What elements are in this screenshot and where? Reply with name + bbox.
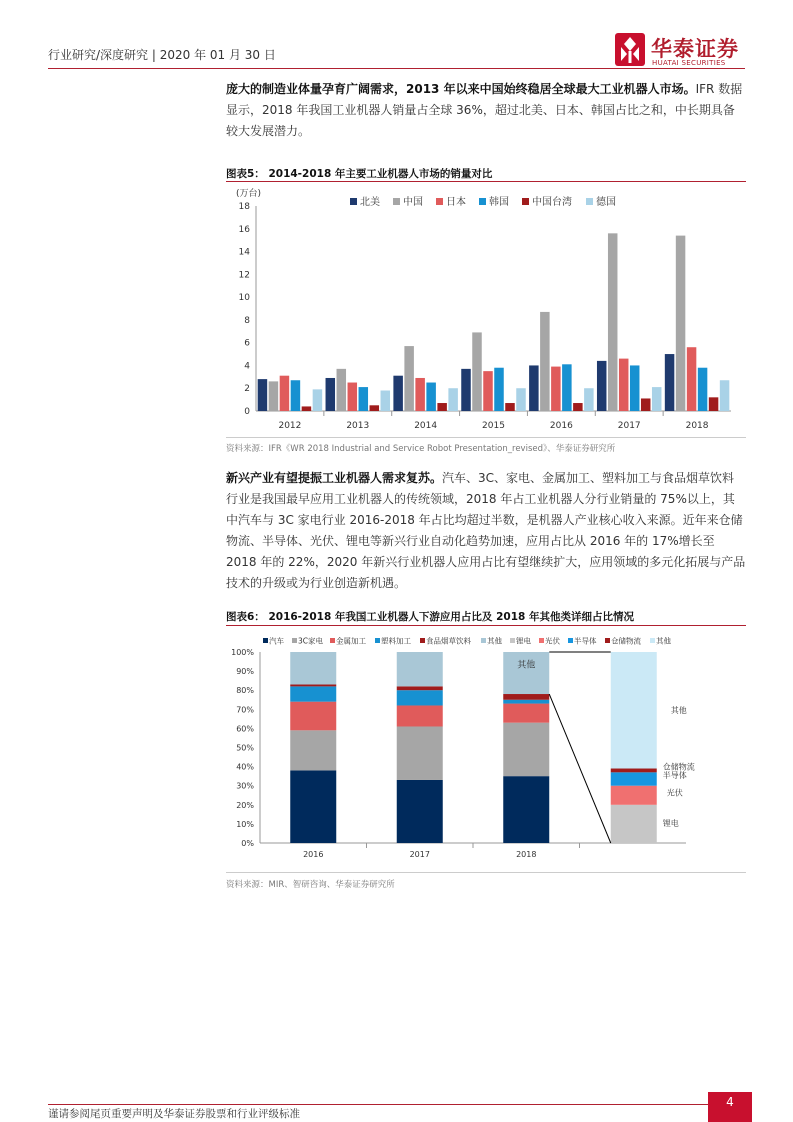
report-header: 行业研究/深度研究 | 2020 年 01 月 30 日 [48, 48, 276, 62]
bar-中国-2018 [676, 236, 686, 411]
footer-disclaimer: 谨请参阅尾页重要声明及华泰证券股票和行业评级标准 [48, 1108, 300, 1120]
logo-english: HUATAI SECURITIES [652, 59, 726, 67]
x-tick-label: 2017 [617, 421, 641, 431]
legend-label: 德国 [596, 197, 616, 208]
segment-3C家电-2016 [290, 730, 336, 770]
legend-swatch [292, 638, 297, 643]
bar-韩国-2015 [494, 368, 504, 411]
bar-日本-2016 [551, 367, 561, 411]
segment-汽车-2016 [290, 770, 336, 843]
bar-中国台湾-2017 [641, 398, 651, 411]
legend-label: 锂电 [516, 636, 531, 646]
bar-日本-2013 [348, 383, 358, 411]
paragraph-1 [226, 79, 746, 142]
bar-中国台湾-2012 [302, 406, 312, 411]
paragraph-1-body: IFR 数据显示，2018 年我国工业机器人销量占全球 36%，超过北美、日本、韩国占比之和，中长期具备较大发展潜力。 [226, 82, 743, 138]
breakdown-label: 仓储物流 [662, 762, 695, 772]
page-number: 4 [726, 1095, 734, 1109]
segment-3C家电-2017 [397, 726, 443, 779]
legend-swatch [420, 638, 425, 643]
bar-北美-2014 [393, 376, 403, 411]
bar-日本-2017 [619, 359, 629, 411]
legend-label: 塑料加工 [381, 636, 411, 646]
legend-swatch [539, 638, 544, 643]
y-tick-label: 20% [236, 800, 254, 810]
y-tick-label: 6 [244, 338, 250, 349]
figure-5-source: 资料来源：IFR《WR 2018 Industrial and Service Robot Presentation_revised》、华泰证券研究所 [226, 444, 616, 454]
bar-中国-2015 [472, 332, 482, 411]
x-tick-label: 2016 [549, 421, 573, 431]
bar-韩国-2013 [359, 387, 369, 411]
figure-6-title: 图表6： 2016-2018 年我国工业机器人下游应用占比及 2018 年其他类详细占比情况 [226, 611, 634, 623]
legend-label: 金属加工 [336, 636, 366, 646]
bar-韩国-2016 [562, 364, 572, 411]
figure-5-top-rule [226, 181, 746, 182]
breakdown-label: 其他 [670, 706, 687, 716]
bar-日本-2014 [415, 378, 425, 411]
bar-中国台湾-2013 [370, 405, 380, 411]
bar-韩国-2012 [291, 380, 301, 411]
x-tick-label: 2017 [409, 850, 430, 859]
bar-中国-2013 [337, 369, 347, 411]
bar-日本-2018 [687, 347, 697, 411]
legend-swatch [510, 638, 515, 643]
figure-6-top-rule [226, 625, 746, 626]
breakdown-光伏 [611, 786, 657, 805]
y-tick-label: 10% [236, 819, 254, 829]
paragraph-1-lead: 庞大的制造业体量孕育广阔需求，2013 年以来中国始终稳居全球最大工业机器人市场。 [226, 82, 696, 96]
y-tick-label: 50% [236, 743, 254, 753]
legend-label: 其他 [656, 636, 671, 646]
bar-日本-2012 [280, 376, 290, 411]
bar-德国-2013 [381, 391, 391, 412]
bar-韩国-2014 [426, 383, 436, 411]
segment-其他-2018 [503, 652, 549, 694]
annotation-2018-other: 其他 [517, 660, 536, 671]
y-tick-label: 4 [244, 361, 250, 372]
bar-中国-2017 [608, 233, 618, 411]
bar-北美-2015 [461, 369, 471, 411]
bar-德国-2018 [720, 380, 730, 411]
legend-swatch [330, 638, 335, 643]
y-tick-label: 18 [238, 202, 250, 212]
header-divider [48, 68, 745, 69]
bar-chart-robot-sales [226, 184, 746, 437]
bar-韩国-2017 [630, 365, 640, 411]
y-tick-label: 0 [244, 407, 250, 417]
breakdown-label: 半导体 [662, 771, 687, 781]
y-tick-label: 70% [236, 705, 254, 715]
x-tick-label: 2016 [303, 850, 324, 859]
segment-其他-2016 [290, 652, 336, 684]
y-tick-label: 2 [244, 384, 250, 395]
x-tick-label: 2012 [278, 421, 302, 431]
y-tick-label: 16 [238, 224, 250, 235]
segment-食品烟草饮料-2017 [397, 686, 443, 690]
y-axis-unit: (万台) [236, 189, 262, 199]
huatai-logo-icon [615, 33, 645, 66]
legend-swatch [568, 638, 573, 643]
huatai-logo [615, 33, 750, 69]
bar-韩国-2018 [698, 368, 708, 411]
segment-金属加工-2016 [290, 702, 336, 731]
legend-label: 韩国 [489, 197, 509, 208]
segment-3C家电-2018 [503, 723, 549, 776]
y-tick-label: 100% [231, 648, 254, 657]
y-tick-label: 14 [238, 247, 250, 258]
bar-北美-2013 [326, 378, 336, 411]
segment-塑料加工-2017 [397, 690, 443, 705]
segment-其他-2017 [397, 652, 443, 686]
bar-德国-2016 [584, 388, 594, 411]
bar-德国-2014 [448, 388, 458, 411]
breakdown-其他 [611, 652, 657, 769]
legend-label: 3C家电 [298, 636, 324, 646]
connector-bottom [549, 694, 611, 843]
breakdown-锂电 [611, 805, 657, 843]
segment-食品烟草饮料-2016 [290, 684, 336, 686]
legend-label: 中国 [403, 197, 423, 208]
y-tick-label: 30% [236, 781, 254, 791]
x-tick-label: 2013 [346, 421, 370, 431]
bar-中国台湾-2015 [505, 403, 515, 411]
paragraph-2-body: 汽车、3C、家电、金属加工、塑料加工与食品烟草饮料行业是我国最早应用工业机器人的传统领域，2018 年占工业机器人分行业销量的 75%以上，其中汽车与 3C 家电行业 2016-2018 年占比均超过半数，是机器人产业核心收入来源。近年来仓储物流、半导体、光伏、锂电等新兴行业自动化趋势加速，应用占比从 2016 年的 17%增长至 2018 年的 22%，2020 年新兴行业机器人应用占比有望继续扩大，应用领域的多元化拓展与产品技术的升级或为行业创造新机遇。 [226, 471, 746, 590]
breakdown-仓储物流 [611, 769, 657, 773]
bar-北美-2018 [665, 354, 675, 411]
x-tick-label: 2018 [685, 421, 709, 431]
breakdown-label: 光伏 [666, 788, 683, 798]
legend-swatch [481, 638, 486, 643]
legend-swatch [436, 198, 443, 205]
bar-中国-2012 [269, 381, 279, 411]
y-tick-label: 10 [238, 293, 250, 304]
legend-swatch [393, 198, 400, 205]
legend-label: 食品烟草饮料 [426, 636, 471, 646]
bar-中国台湾-2016 [573, 403, 583, 411]
bar-德国-2017 [652, 387, 662, 411]
y-tick-label: 80% [236, 686, 254, 696]
legend-label: 半导体 [574, 636, 597, 646]
legend-swatch [479, 198, 486, 205]
bar-北美-2012 [258, 379, 268, 411]
figure-6-bottom-rule [226, 872, 746, 873]
legend-label: 仓储物流 [611, 636, 641, 646]
y-tick-label: 12 [238, 270, 250, 281]
bar-北美-2016 [529, 365, 539, 411]
bar-中国台湾-2018 [709, 397, 719, 411]
bar-日本-2015 [483, 371, 493, 411]
stacked-chart-application-share [226, 630, 746, 870]
segment-金属加工-2017 [397, 705, 443, 726]
segment-塑料加工-2018 [503, 700, 549, 704]
legend-label: 光伏 [545, 636, 560, 646]
segment-金属加工-2018 [503, 704, 549, 723]
footer-divider [48, 1104, 708, 1105]
y-tick-label: 0% [241, 839, 254, 848]
breakdown-label: 锂电 [662, 818, 679, 828]
legend-label: 中国台湾 [532, 197, 572, 208]
figure-5-title: 图表5： 2014-2018 年主要工业机器人市场的销量对比 [226, 168, 493, 180]
legend-swatch [605, 638, 610, 643]
legend-swatch [263, 638, 268, 643]
segment-食品烟草饮料-2018 [503, 694, 549, 700]
x-tick-label: 2018 [516, 850, 537, 859]
figure-6-source: 资料来源：MIR、智研咨询、华泰证券研究所 [226, 880, 395, 890]
legend-swatch [586, 198, 593, 205]
bar-北美-2017 [597, 361, 607, 411]
legend-swatch [650, 638, 655, 643]
x-tick-label: 2015 [482, 421, 505, 431]
paragraph-2 [226, 468, 746, 594]
paragraph-2-lead: 新兴产业有望提振工业机器人需求复苏。 [226, 471, 443, 485]
bar-中国-2014 [404, 346, 414, 411]
segment-汽车-2018 [503, 776, 549, 843]
x-tick-label: 2014 [414, 421, 438, 431]
legend-swatch [375, 638, 380, 643]
legend-label: 汽车 [269, 636, 284, 646]
breakdown-半导体 [611, 772, 657, 785]
bar-中国台湾-2014 [437, 403, 447, 411]
figure-5-bottom-rule [226, 437, 746, 438]
legend-swatch [350, 198, 357, 205]
legend-label: 北美 [360, 197, 380, 208]
legend-label: 其他 [487, 636, 502, 646]
bar-德国-2012 [313, 389, 323, 411]
y-tick-label: 40% [236, 762, 254, 772]
segment-塑料加工-2016 [290, 686, 336, 701]
legend-swatch [522, 198, 529, 205]
y-tick-label: 8 [244, 315, 250, 326]
bar-中国-2016 [540, 312, 550, 411]
y-tick-label: 90% [236, 667, 254, 677]
bar-德国-2015 [516, 388, 526, 411]
segment-汽车-2017 [397, 780, 443, 843]
logo-chinese: 华泰证券 [651, 37, 739, 61]
legend-label: 日本 [446, 197, 466, 208]
y-tick-label: 60% [236, 724, 254, 734]
